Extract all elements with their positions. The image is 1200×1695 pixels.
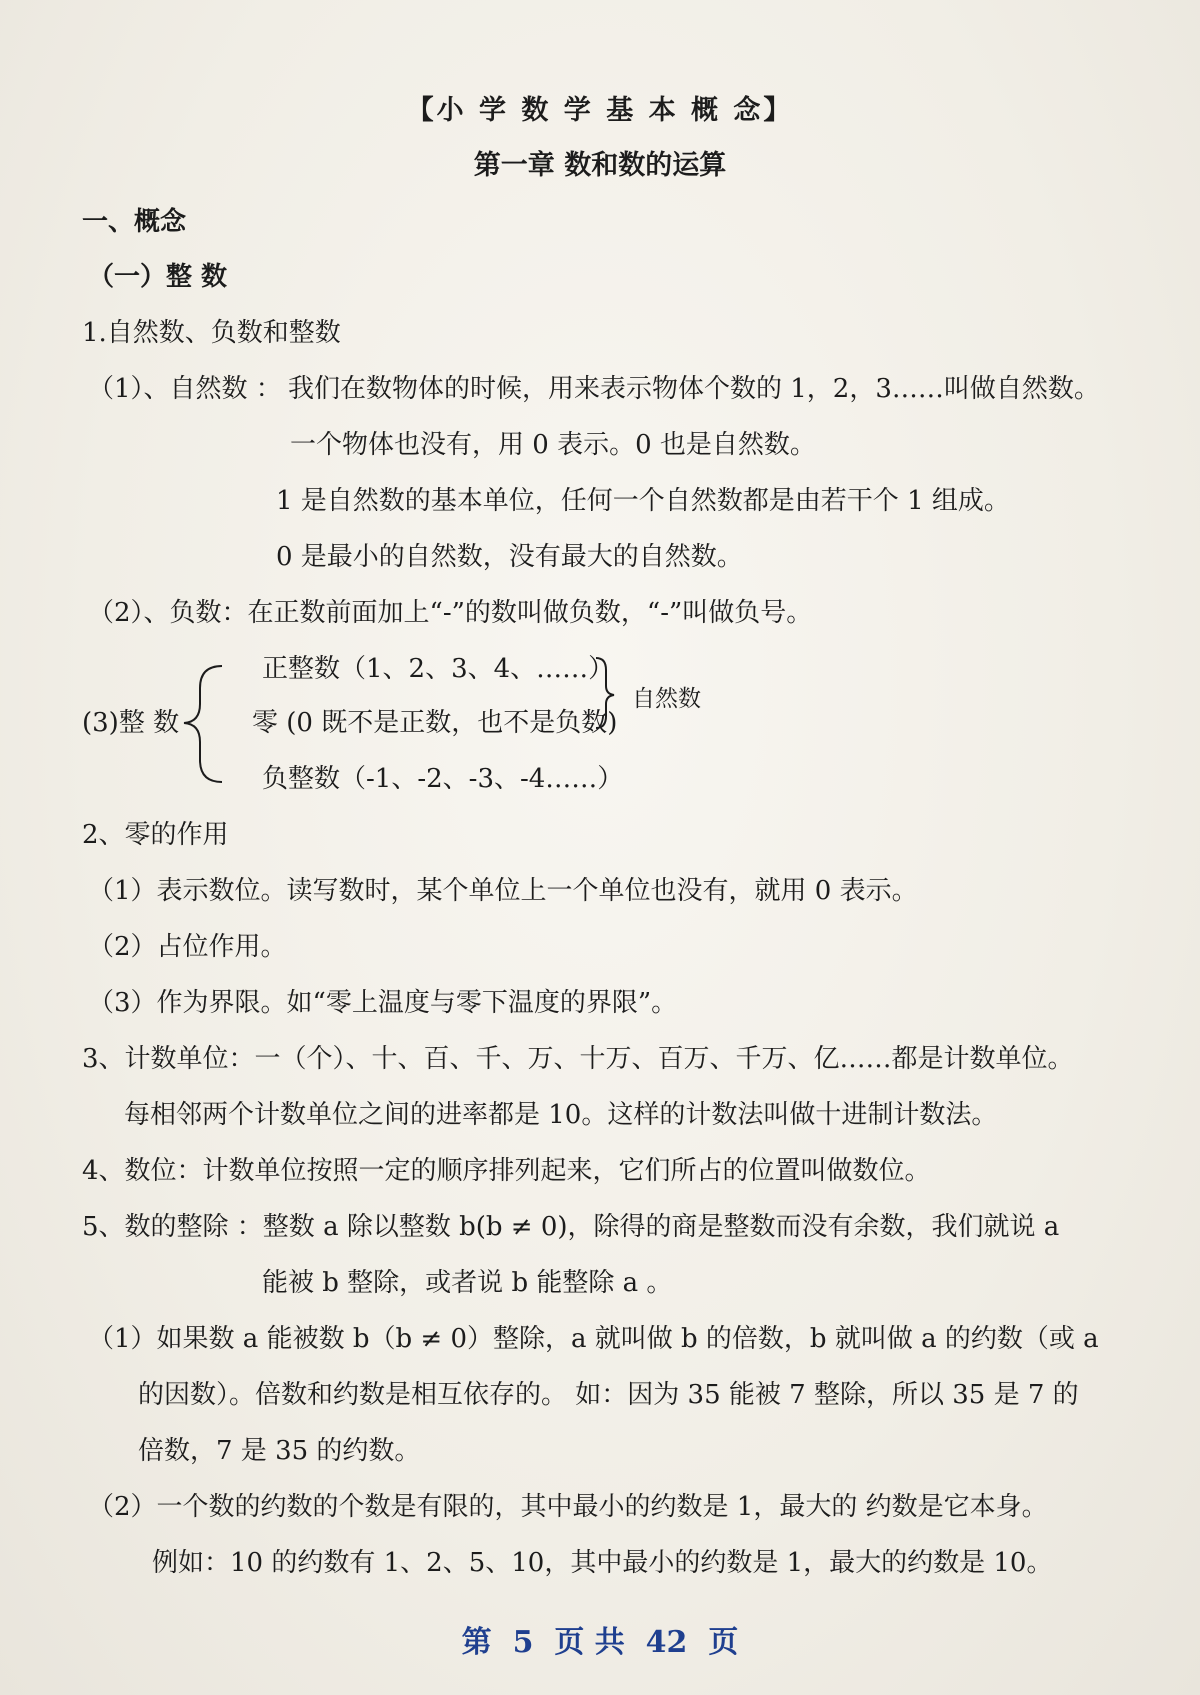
document-title: 【小 学 数 学 基 本 概 念】 xyxy=(406,95,794,126)
multiples-line-1: （1）如果数 a 能被数 b（b ≠ 0）整除，a 就叫做 b 的倍数，b 就叫做 a 的约数（或 a xyxy=(88,1324,1099,1354)
divisibility-definition-cont: 能被 b 整除，或者说 b 能整除 a 。 xyxy=(262,1268,673,1298)
negative-number-definition: （2）、负数：在正数前面加上“-”的数叫做负数，“-”叫做负号。 xyxy=(88,598,813,628)
digit-position-definition: 4、数位：计数单位按照一定的顺序排列起来，它们所占的位置叫做数位。 xyxy=(82,1156,931,1186)
zero-definition: 零 (0 既不是正数，也不是负数) xyxy=(252,708,618,738)
multiples-line-2: 的因数）。倍数和约数是相互依存的。 如：因为 35 能被 7 整除，所以 35 是 7 的 xyxy=(138,1380,1079,1410)
decimal-system: 每相邻两个计数单位之间的进率都是 10。这样的计数法叫做十进制计数法。 xyxy=(124,1100,998,1130)
current-page-number: 5 xyxy=(512,1625,534,1660)
multiples-line-3: 倍数，7 是 35 的约数。 xyxy=(138,1436,421,1466)
footer-suffix: 页 xyxy=(708,1625,739,1660)
divisibility-definition: 5、数的整除 ：整数 a 除以整数 b(b ≠ 0)，除得的商是整数而没有余数，我们就说 a xyxy=(82,1212,1060,1242)
zero-role-item-1: （1）表示数位。读写数时，某个单位上一个单位也没有，就用 0 表示。 xyxy=(88,876,918,906)
chapter-title: 第一章 数和数的运算 xyxy=(473,150,727,181)
zero-role-item-2: （2）占位作用。 xyxy=(88,932,287,962)
footer-middle: 页 共 xyxy=(554,1625,625,1660)
natural-number-zero: 一个物体也没有，用 0 表示。0 也是自然数。 xyxy=(290,430,816,460)
integer-left-brace xyxy=(184,666,222,782)
natural-number-min: 0 是最小的自然数，没有最大的自然数。 xyxy=(276,542,743,572)
zero-role-heading: 2、零的作用 xyxy=(82,820,229,850)
natural-number-label: （1）、自然数 ： xyxy=(88,374,282,404)
negative-integer: 负整数（-1、-2、-3、-4……） xyxy=(262,764,624,794)
positive-integer: 正整数（1、2、3、4、……） xyxy=(262,654,615,684)
page-footer xyxy=(0,1623,1200,1663)
item-heading: 1.自然数、负数和整数 xyxy=(82,318,341,348)
natural-number-bracket-label: 自然数 xyxy=(632,686,701,712)
natural-number-definition: 我们在数物体的时候，用来表示物体个数的 1，2，3……叫做自然数。 xyxy=(288,374,1100,404)
footer-prefix: 第 xyxy=(461,1625,492,1660)
total-page-count: 42 xyxy=(645,1625,688,1660)
zero-role-item-3: （3）作为界限。如“零上温度与零下温度的界限”。 xyxy=(88,988,678,1018)
divisor-count-line-1: （2）一个数的约数的个数是有限的，其中最小的约数是 1，最大的 约数是它本身。 xyxy=(88,1492,1048,1522)
section-heading: 一、概念 xyxy=(82,207,187,237)
counting-unit-definition: 3、计数单位：一（个）、十、百、千、万、十万、百万、千万、亿……都是计数单位。 xyxy=(82,1044,1074,1074)
natural-number-unit: 1 是自然数的基本单位，任何一个自然数都是由若干个 1 组成。 xyxy=(276,486,1010,516)
divisor-count-example: 例如：10 的约数有 1、2、5、10，其中最小的约数是 1，最大的约数是 10。 xyxy=(152,1548,1053,1578)
subsection-heading: （一）整 数 xyxy=(88,262,228,292)
integer-label: (3)整 数 xyxy=(82,708,180,738)
